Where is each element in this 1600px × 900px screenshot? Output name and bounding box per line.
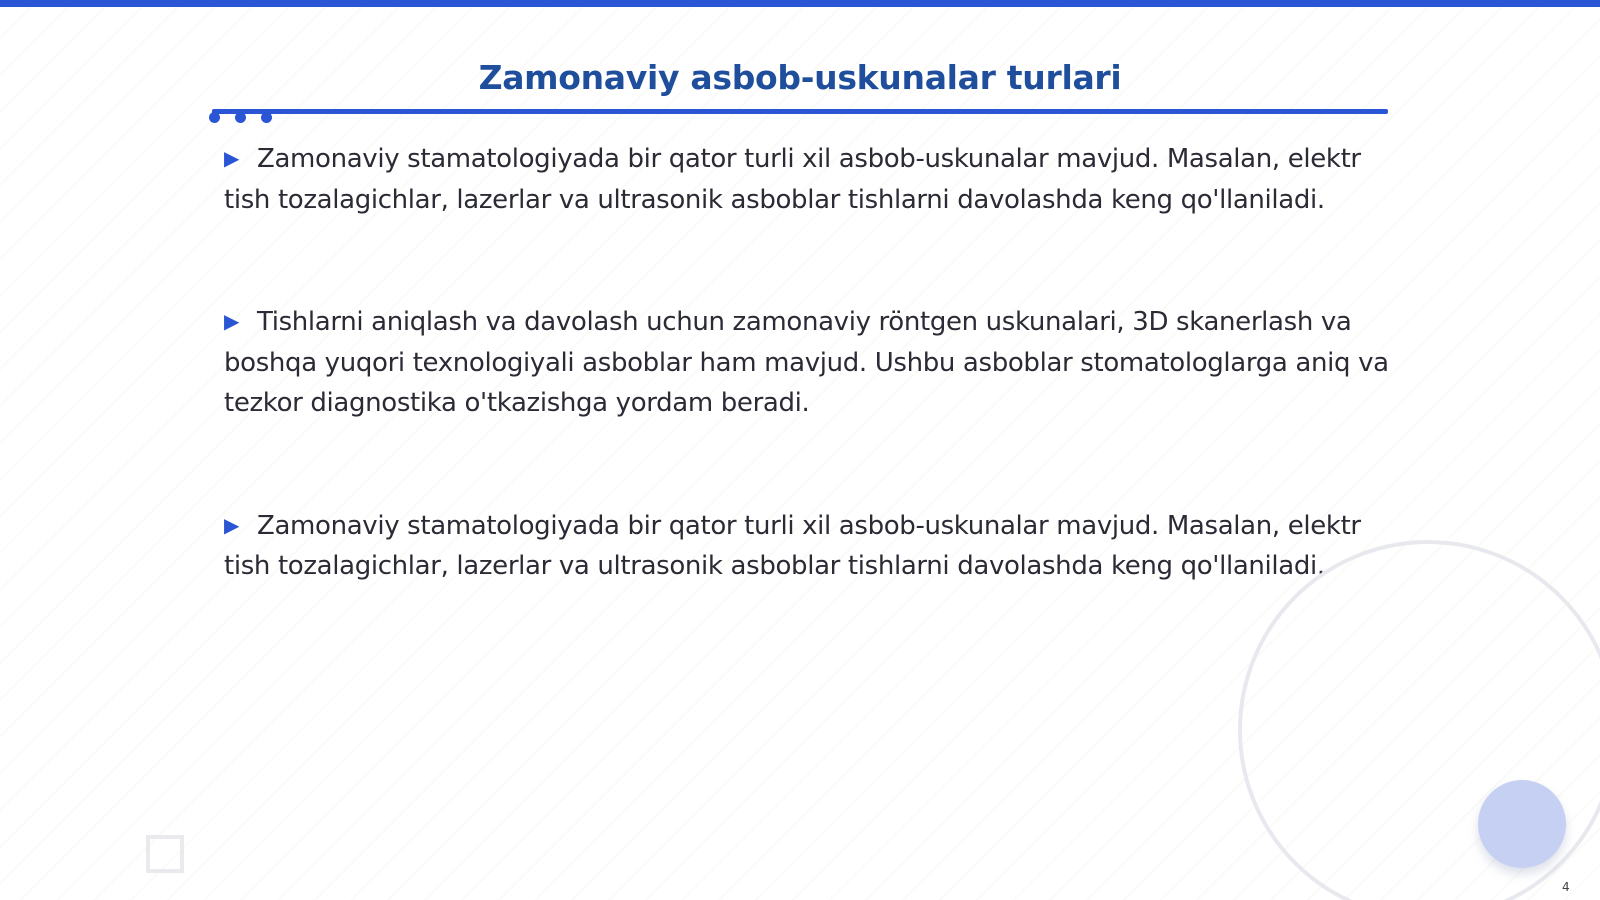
underline-dot [235,112,246,123]
decorative-square [146,835,184,873]
bullet-text: Zamonaviy stamatologiyada bir qator turli xil asbob-uskunalar mavjud. Masalan, elektr tish tozalagichlar, lazerlar va ultrasonik asboblar tishlarni davolashda keng qo'llaniladi. [224,510,1361,581]
bullet-text: Tishlarni aniqlash va davolash uchun zamonaviy röntgen uskunalari, 3D skanerlash va boshqa yuqori texnologiyali asboblar ham mavjud. Ushbu asboblar stomatologlarga aniq va tezkor diagnostika o'tkazishga yordam beradi. [224,307,1389,418]
play-triangle-icon: ▶ [224,146,240,170]
bullet-text: Zamonaviy stamatologiyada bir qator turli xil asbob-uskunalar mavjud. Masalan, elektr tish tozalagichlar, lazerlar va ultrasonik asboblar tishlarni davolashda keng qo'llaniladi. [224,144,1361,215]
top-accent-bar [0,0,1600,7]
play-triangle-icon: ▶ [224,512,240,537]
underline-dot [209,112,220,123]
page-number: 4 [1562,880,1570,894]
decorative-circle [1478,780,1566,868]
play-triangle-icon: ▶ [224,309,240,333]
bullet-list [224,138,1394,587]
title-underline [212,109,1388,114]
bullet-item [224,505,1394,587]
bullet-item [224,301,1394,424]
underline-dot [261,112,272,123]
slide-title: Zamonaviy asbob-uskunalar turlari [478,58,1122,97]
bullet-item [224,138,1394,220]
